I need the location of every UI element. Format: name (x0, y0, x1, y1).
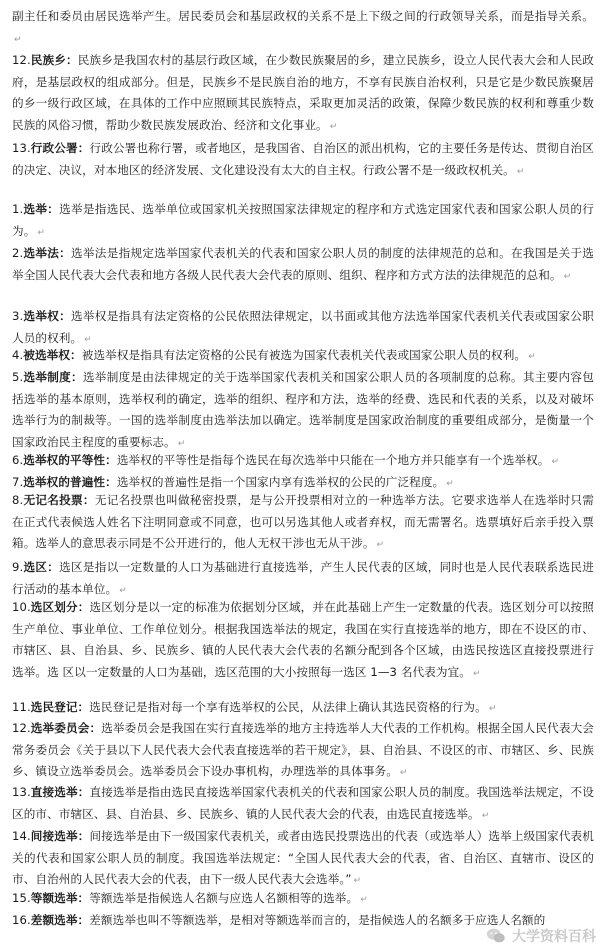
paragraph-number: 2. (12, 246, 24, 260)
paragraph-pingdengxing (12, 450, 594, 472)
term-heading: 选举制度： (23, 370, 83, 384)
paragraph-text: 选区是指以一定数量的人口为基础进行直接选举，产生人民代表的区域，同时也是人民代表联系选民进行活动的基本单位。 (12, 560, 594, 596)
paragraph-xuanquhuafen (12, 597, 594, 707)
paragraph-beixuanjuquan (12, 345, 594, 367)
paragraph-text: 直接选举是指由选民直接选举国家代表机关的代表和国家公职人员的制度。我国选举法规定，不设区的市、市辖区、县、自治县、乡、民族乡、镇的人民代表大会的代表，由选民直接选举。 (12, 785, 594, 821)
paragraph-mark: ↵ (14, 34, 22, 45)
term-heading: 被选举权： (23, 348, 82, 362)
paragraph-text: 民族乡是我国农村的基层行政区域，在少数民族聚居的乡，建立民族乡，设立人民代表大会和人民政府，是基层政权的组成部分。但是，民族乡不是民族自治的地方，不享有民族自治权利，只是它是少数民族聚居的乡一级行政区域，在具体的工作中应照顾其民族特点，采取更加灵活的政策，保障少数民族的权利和尊重少数民族的风俗习惯，帮助少数民族发展政治、经济和文化事业。 (12, 53, 594, 132)
term-heading: 选民登记： (30, 700, 90, 714)
paragraph-text: 差额选举也叫不等额选举，是相对等额选举而言的，是指候选人的名额多于应选人名额的 (89, 913, 546, 927)
paragraph-xuanjufa (12, 243, 594, 309)
paragraph-minzuxiang (12, 50, 594, 138)
paragraph-jianjiexuanju (12, 826, 594, 892)
paragraph-deng-e-xuanju (12, 888, 594, 910)
paragraph-intro (12, 6, 594, 48)
paragraph-text: 选举权是指具有法定资格的公民依照法律规定，以书面或其他方法选举国家代表机关代表或国家公职人员的权利。 (12, 309, 594, 345)
paragraph-text: 行政公署也称行署，或者地区，是我国省、自治区的派出机构，它的主要任务是传达、贯彻自治区的决定、决议，对本地区的经济发展、文化建设没有太大的自主权。行政公署不是一级政权机关。 (12, 141, 594, 177)
term-heading: 选举权： (23, 309, 72, 323)
paragraph-number: 9. (12, 560, 24, 574)
watermark-text: 大学资料百科 (512, 929, 596, 945)
paragraph-mark: ↵ (488, 704, 497, 714)
term-heading: 选举权的平等性： (23, 453, 117, 467)
term-heading: 民族乡： (30, 53, 78, 67)
paragraph-mark: ↵ (551, 457, 560, 467)
term-heading: 间接选举： (30, 829, 90, 843)
paragraph-mark: ↵ (119, 585, 127, 596)
paragraph-text: 副主任和委员由居民选举产生。居民委员会和基层政权的关系不是上下级之间的行政领导关系，而是指导关系。 (12, 9, 594, 23)
term-heading: 行政公署： (30, 141, 90, 155)
paragraph-number: 3. (12, 309, 24, 323)
watermark (485, 925, 596, 947)
paragraph-xuanjuzhidu (12, 367, 594, 455)
paragraph-text: 选举权的平等性是指每个选民在每次选举中只能在一个地方并只能享有一个选举权。 (116, 453, 550, 467)
term-heading: 选举： (23, 202, 60, 216)
paragraph-mark: ↵ (399, 768, 408, 778)
paragraph-text: 被选举权是指具有法定资格的公民有被选为国家代表机关代表或国家公职人员的权利。 (81, 348, 527, 362)
paragraph-xingzhenggongshu (12, 138, 594, 182)
paragraph-number: 6. (12, 453, 24, 467)
paragraph-mark: ↵ (563, 271, 572, 282)
paragraph-number: 1. (12, 202, 24, 216)
paragraph-number: 13. (12, 785, 31, 799)
paragraph-number: 8. (12, 493, 24, 507)
paragraph-xuanjuquan (12, 306, 594, 350)
paragraph-text: 选举权的普遍性是指一个国家内享有选举权的公民的广泛程度。 (116, 475, 445, 489)
paragraph-text: 选举制度是由法律规定的关于选举国家代表机关和国家公职人员的各项制度的总称。其主要内容包括选举的基本原则，选举权利的确定，选举的组织、程序和方法，选举的经费、选民和代表的关系，以及对破坏选举行为的制裁等。一国的选举制度由选举法加以确定。选举制度是国家政治制度的重要组成部分，是衡量一个国家政治民主程度的重要标志。 (12, 370, 594, 449)
term-heading: 选区划分： (30, 600, 90, 614)
term-heading: 选举委员会： (30, 721, 102, 735)
paragraph-number: 12. (12, 53, 31, 67)
paragraph-mark: ↵ (472, 668, 481, 679)
paragraph-number: 4. (12, 348, 24, 362)
paragraph-mark: ↵ (84, 334, 92, 345)
paragraph-xuanqu (12, 557, 594, 601)
paragraph-number: 15. (12, 891, 31, 905)
paragraph-number: 13. (12, 141, 31, 155)
paragraph-mark: ↵ (446, 479, 454, 489)
paragraph-mark: ↵ (516, 166, 525, 177)
term-heading: 差额选举： (30, 913, 90, 927)
paragraph-text: 等额选举是指候选人名额与应选人名额相等的选举。 (89, 891, 359, 905)
paragraph-text: 选举委员会是我国在实行直接选举的地方主持选举人大代表的工作机构。根据全国人民代表大会常务委员会《关于县以下人民代表大会代表直接选举的若干规定》，县、自治县、不设区的市、市辖区、乡、民族乡、镇设立选举委员会。选举委员会下设办事机构，办理选举的具体事务。 (12, 721, 594, 778)
paragraph-mark: ↵ (353, 876, 362, 886)
paragraph-mark: ↵ (376, 540, 385, 550)
term-heading: 等额选举： (30, 891, 90, 905)
paragraph-mark: ↵ (329, 121, 338, 132)
paragraph-text: 选举是指选民、选举单位或国家机关按照国家法律规定的程序和方式选定国家代表和国家公职人员的行为。 (12, 202, 594, 238)
paragraph-number: 16. (12, 913, 31, 927)
paragraph-text: 间接选举是由下一级国家代表机关，或者由选民投票选出的代表（或选举人）选举上级国家代表机关的代表和国家公职人员的制度。我国选举法规定：“全国人民代表大会的代表，省、自治区、直辖市、设区的市、自治州的人民代表大会的代表，由下一级人民代表大会选举。” (12, 829, 594, 886)
paragraph-text: 选区划分是以一定的标准为依据划分区域，并在此基础上产生一定数量的代表。选区划分可以按照生产单位、事业单位、工作单位划分。根据我国选举法的规定，我国在实行直接选举的地方，即在不设区的市、市辖区、县、自治县、乡、民族乡、镇的人民代表大会代表的名额分配到各个区域，由选民按选区直接投票进行选举。选 区以一定数量的人口为基础，选区范围的大小按照每一选区 1—3 名代表为宜。 (12, 600, 594, 679)
term-heading: 选举权的普遍性： (23, 475, 117, 489)
term-heading: 无记名投票： (23, 493, 95, 507)
paragraph-text: 无记名投票也叫做秘密投票，是与公开投票相对立的一种选举方法。它要求选举人在选举时只需在正式代表候选人姓名下注明同意或不同意，也可以另选其他人或者弃权，而无需署名。选票填好后亲手投入票箱。选举人的意思表示同是不公开进行的，他人无权干涉也无从干涉。 (12, 493, 594, 550)
paragraph-text: 选民登记是指对每一个享有选举权的公民，从法律上确认其选民资格的行为。 (89, 700, 487, 714)
paragraph-xuanju (12, 199, 594, 243)
paragraph-mark: ↵ (481, 810, 490, 821)
term-heading: 选区： (23, 560, 60, 574)
paragraph-number: 14. (12, 829, 31, 843)
paragraph-mark: ↵ (37, 227, 46, 238)
paragraph-mark: ↵ (177, 438, 186, 449)
paragraph-xuanmindengji (12, 697, 594, 719)
paragraph-mark: ↵ (360, 895, 368, 905)
wechat-icon (485, 925, 507, 947)
paragraph-number: 12. (12, 721, 31, 735)
paragraph-number: 5. (12, 370, 24, 384)
paragraph-zhijiexuanju (12, 782, 594, 826)
term-heading: 直接选举： (30, 785, 90, 799)
term-heading: 选举法： (23, 246, 72, 260)
paragraph-xuanjuweiyuanhui (12, 718, 594, 784)
paragraph-mark: ↵ (528, 352, 536, 362)
paragraph-number: 10. (12, 600, 31, 614)
paragraph-text: 选举法是指规定选举国家代表机关的代表和国家公职人员的制度的法律规范的总和。在我国是关于选举全国人民代表大会代表和地方各级人民代表大会代表的原则、组织、程序和方式方法的法律规范的总和。 (12, 246, 594, 282)
paragraph-number: 11. (12, 700, 31, 714)
paragraph-number: 7. (12, 475, 24, 489)
